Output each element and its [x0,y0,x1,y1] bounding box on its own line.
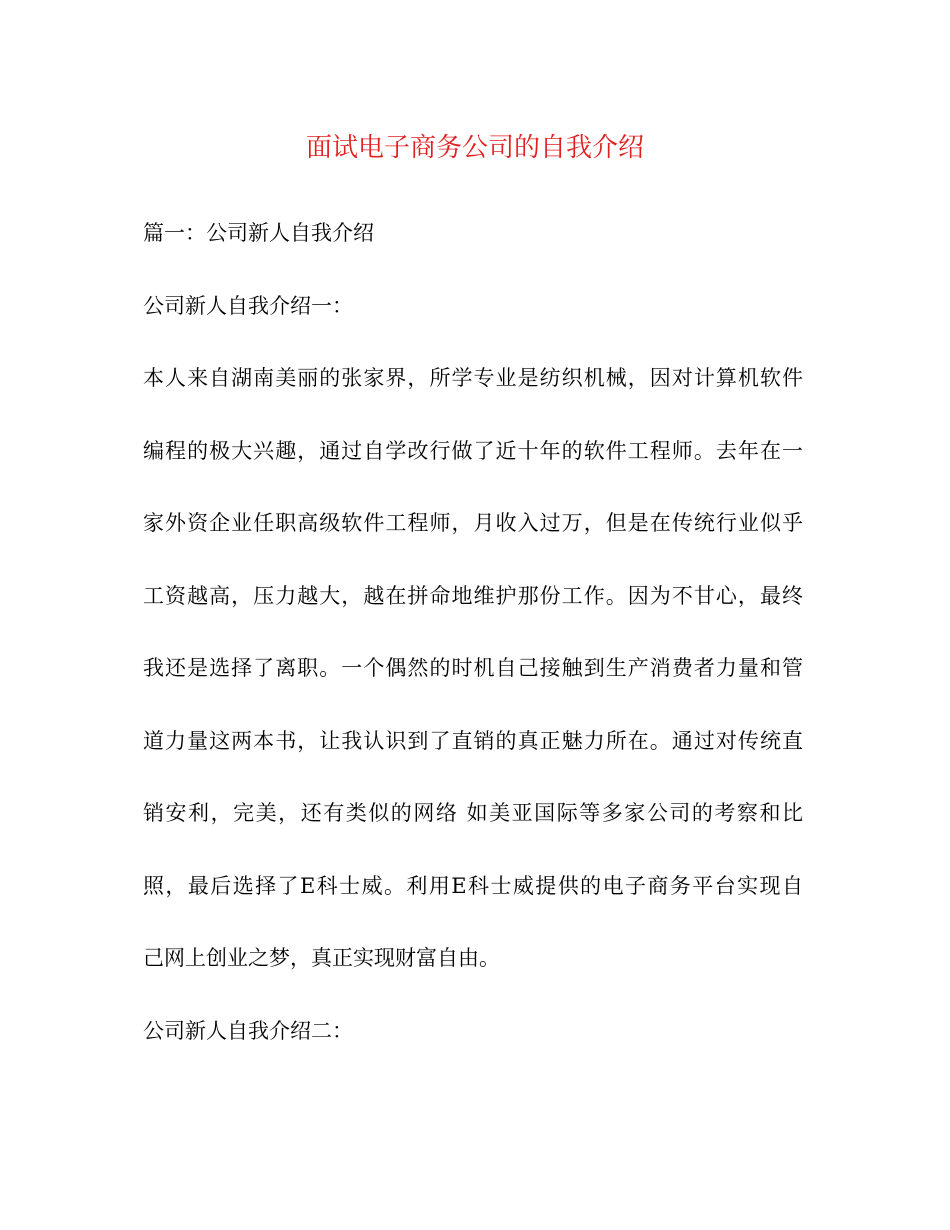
sub-heading-1: 公司新人自我介绍一： [143,294,353,318]
sub-heading-2: 公司新人自我介绍二： [143,1019,353,1043]
paragraph-line: 编程的极大兴趣，通过自学改行做了近十年的软件工程师。去年在一 [143,439,803,463]
paragraph-line: 家外资企业任职高级软件工程师，月收入过万，但是在传统行业似乎 [143,511,803,535]
paragraph-line: 己网上创业之梦，真正实现财富自由。 [143,946,500,970]
paragraph-line: 本人来自湖南美丽的张家界，所学专业是纺织机械，因对计算机软件 [143,366,803,390]
section-heading: 篇一：公司新人自我介绍 [143,221,374,245]
paragraph-line: 我还是选择了离职。一个偶然的时机自己接触到生产消费者力量和管 [143,656,803,680]
paragraph-line: 照，最后选择了E科士威。利用E科士威提供的电子商务平台实现自 [143,874,803,898]
paragraph-line: 道力量这两本书，让我认识到了直销的真正魅力所在。通过对传统直 [143,729,803,753]
paragraph-line: 销安利，完美，还有类似的网络 如美亚国际等多家公司的考察和比 [143,801,803,825]
paragraph-line: 工资越高，压力越大，越在拼命地维护那份工作。因为不甘心，最终 [143,584,803,608]
document-title: 面试电子商务公司的自我介绍 [305,133,644,163]
